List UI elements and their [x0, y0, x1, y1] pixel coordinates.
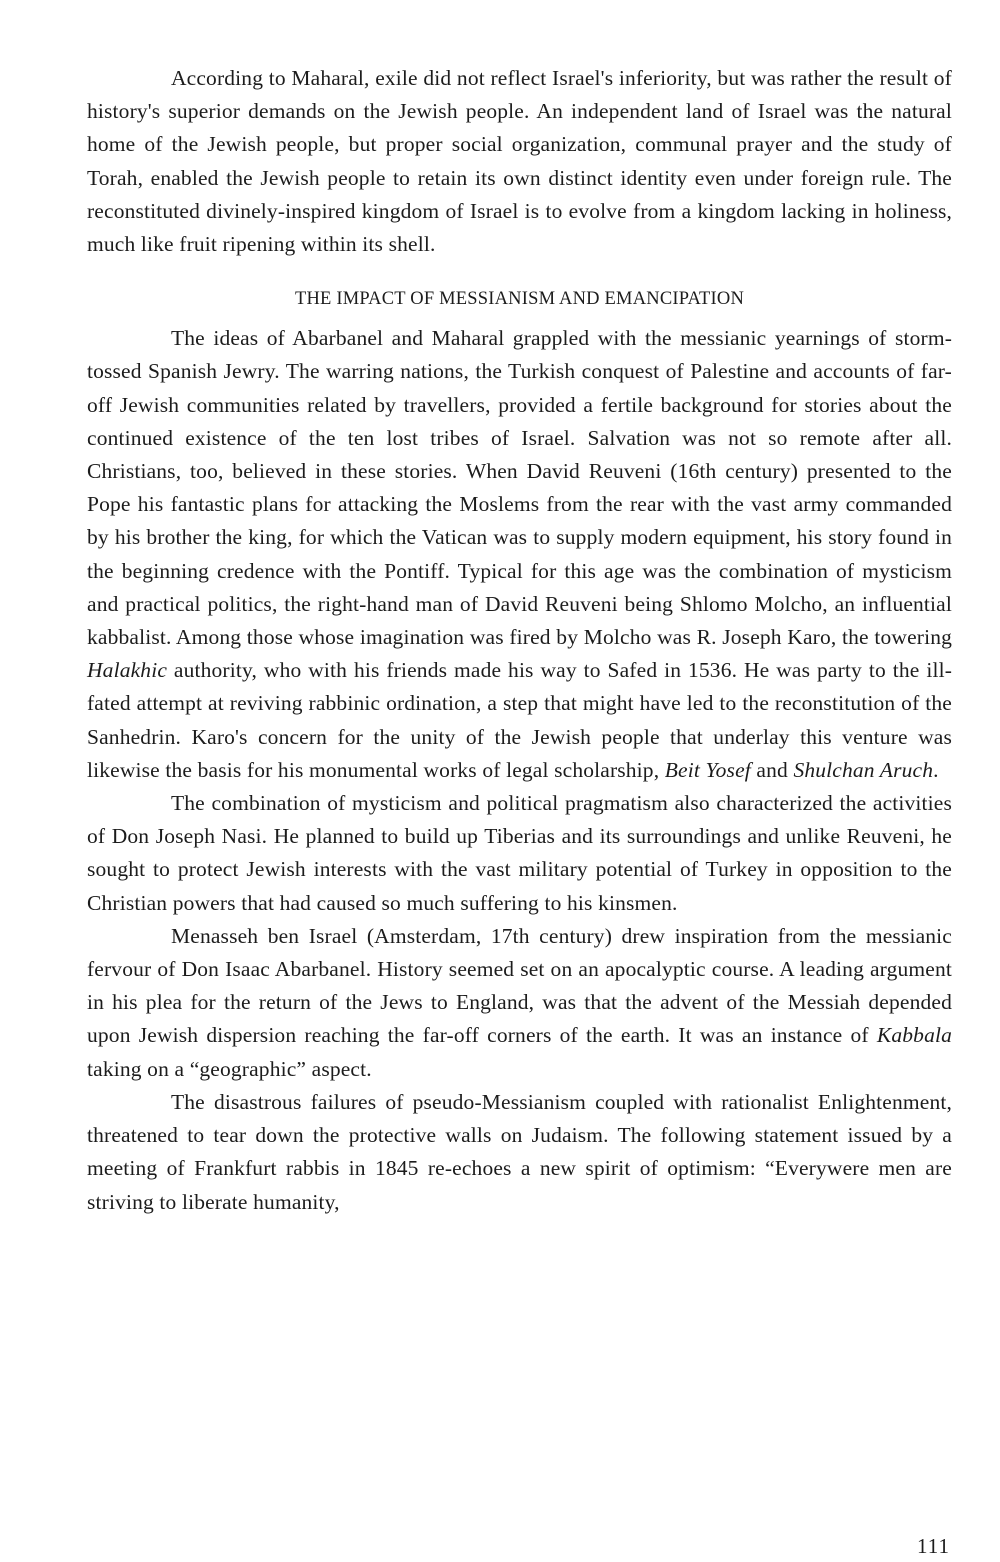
paragraph-text: taking on a “geographic” aspect. — [87, 1056, 372, 1081]
paragraph-text: authority, who with his friends made his way to Safed in 1536. He was party to the ill-fated attempt at reviving rabbinic ordination, a step that might have led to the reconstitution of the Sanhedrin. Karo's concern for the unity of the Jewish people that underlay this venture was likewise the basis for his monumental works of legal scholarship, — [87, 658, 953, 782]
italic-term-halakhic: Halakhic — [87, 658, 168, 683]
paragraph-end-punctuation: . — [933, 757, 939, 782]
italic-term-kabbala: Kabbala — [876, 1023, 952, 1048]
paragraph-text: The ideas of Abarbanel and Maharal grappled with the messianic yearnings of storm-tossed Spanish Jewry. The warring nations, the Turkish conquest of Palestine and accounts of far-off Jewish communities related by travellers, provided a fertile background for stories about the continued existence of the ten lost tribes of Israel. Salvation was not so remote after all. Christians, too, believed in these stories. When David Reuveni (16th century) presented to the Pope his fantastic plans for attacking the Moslems from the rear with the vast army commanded by his brother the king, for which the Vatican was to supply modern equipment, his story found in the beginning credence with the Pontiff. Typical for this age was the combination of mysticism and practical politics, the right-hand man of David Reuveni being Shlomo Molcho, an influential kabbalist. Among those whose imagination was fired by Molcho was R. Joseph Karo, the towering — [87, 326, 952, 650]
paragraph-pseudo-messianism: The disastrous failures of pseudo-Messianism coupled with rationalist Enlightenment, threatened to tear down the protective walls on Judaism. The following statement issued by a meeting of Frankfurt rabbis in 1845 re-echoes a new spirit of optimism: “Everywere men are striving to liberate humanity, — [87, 1089, 952, 1214]
section-heading: THE IMPACT OF MESSIANISM AND EMANCIPATION — [294, 289, 745, 310]
italic-title-beit-yosef: Beit Yosef — [664, 757, 751, 782]
page-number: 111 — [917, 1534, 950, 1558]
paragraph-menasseh-ben-israel — [87, 920, 952, 1086]
paragraph-don-joseph-nasi: The combination of mysticism and political pragmatism also characterized the activities of Don Joseph Nasi. He planned to build up Tiberias and its surroundings and unlike Reuveni, he sought to protect Jewish interests with the vast military potential of Turkey in opposition to the Christian powers that had caused so much suffering to his kinsmen. — [87, 791, 952, 915]
paragraph-text: Menasseh ben Israel (Amsterdam, 17th century) drew inspiration from the messianic fervour of Don Isaac Abarbanel. History seemed set on an apocalyptic course. A leading argument in his plea for the return of the Jews to England, was that the advent of the Messiah depended upon Jewish dispersion reaching the far-off corners of the earth. It was an instance of — [87, 923, 952, 1048]
paragraph-maharal-exile: According to Maharal, exile did not reflect Israel's inferiority, but was rather the result of history's superior demands on the Jewish people. An independent land of Israel was the natural home of the Jewish people, but proper social organization, communal prayer and the study of Torah, enabled the Jewish people to retain its own distinct identity even under foreign rule. The reconstituted divinely-inspired kingdom of Israel is to evolve from a kingdom lacking in holiness, much like fruit ripening within its shell. — [87, 66, 952, 257]
italic-title-shulchan-aruch: Shulchan Aruch — [793, 757, 934, 782]
paragraph-messianic-yearnings — [87, 322, 952, 787]
conjunction-text: and — [756, 757, 788, 782]
document-page — [87, 62, 952, 1219]
